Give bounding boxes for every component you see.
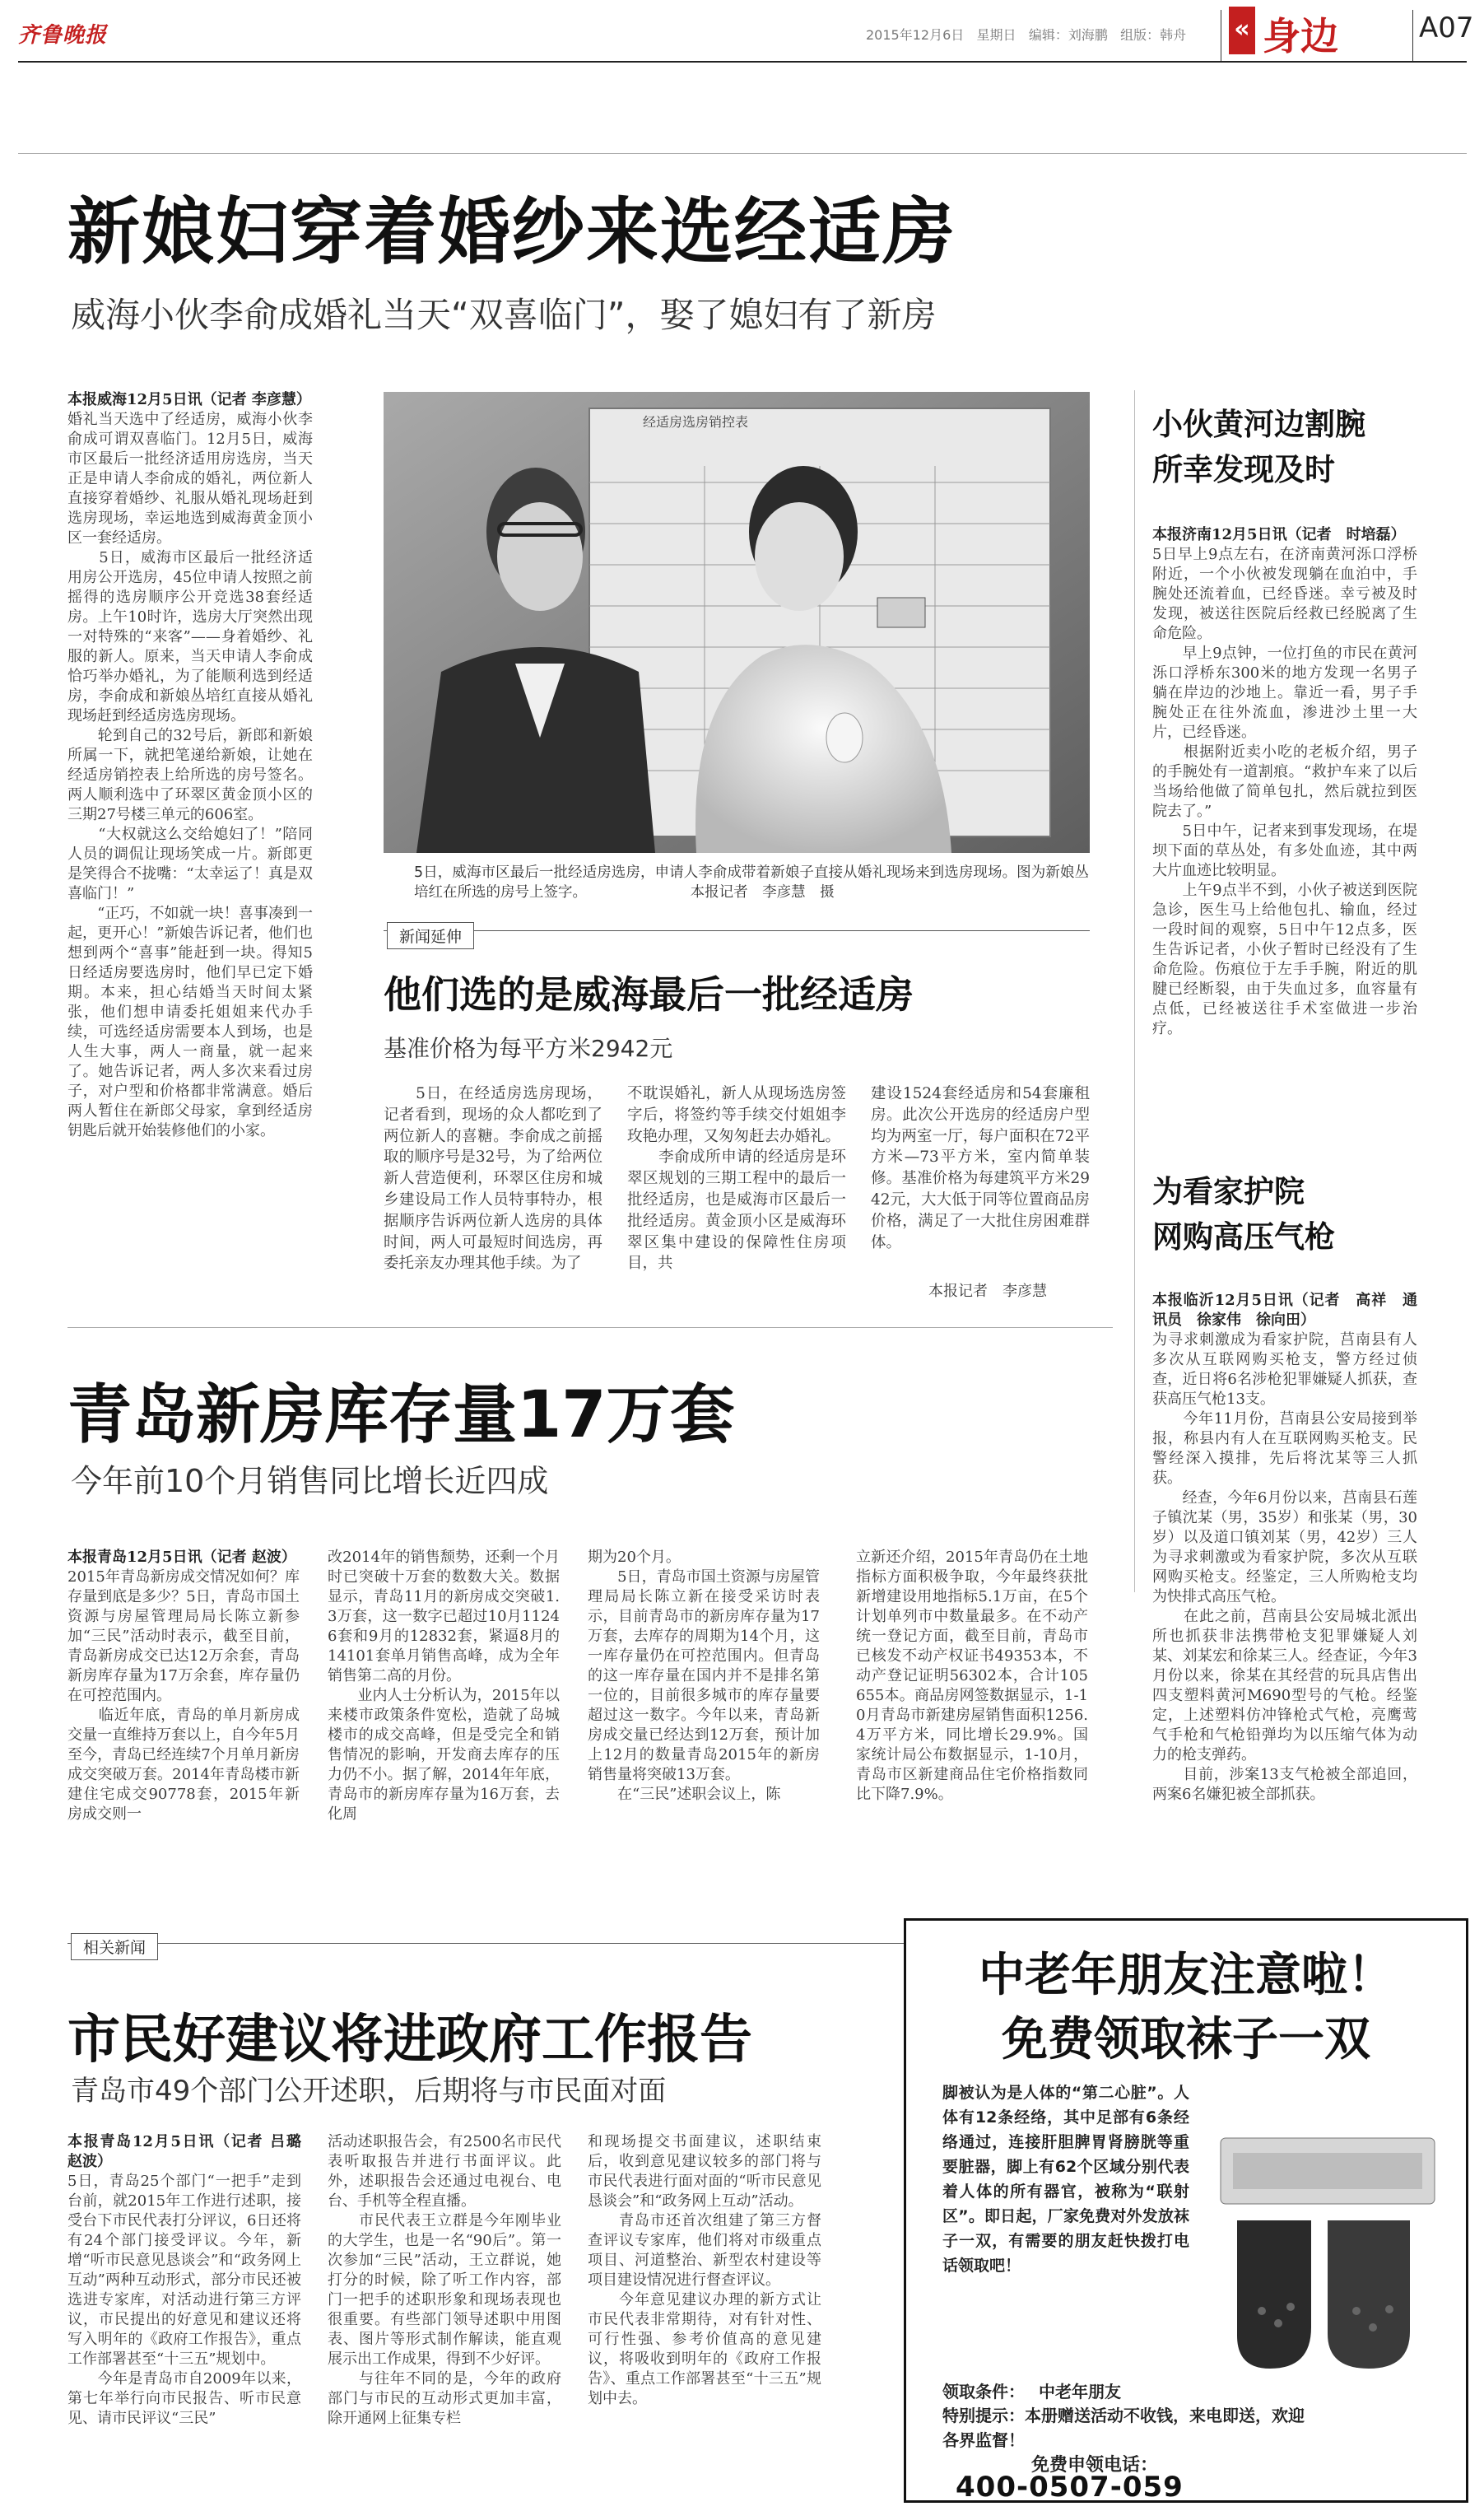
right2-headline (1152, 1169, 1335, 1260)
qingdao-col1 (67, 1548, 300, 1824)
sock-advertisement (904, 1918, 1468, 2503)
related-col2: 活动述职报告会，有2500名市民代表听取报告并进行书面评议。此外，述职报告会还通过电视台、电台、手机等全程直播。 市民代表王立群是今年刚毕业的大学生，也是一名“90后”。第一次参加“三民”活动，王立群说，她打分的时候，除了听工作内容，部门一把手的述职形象和现场表现也很重要。有些部门领导述职中用图表、图片等形式制作解读，能直观展示出工作成果，得到不少好评。 与往年不同的是，今年的政府部门与市民的互动形式更加丰富，除开通网上征集专栏 (328, 2133, 561, 2427)
lead-body: 婚礼当天选中了经适房，威海小伙李俞成可谓双喜临门。12月5日，威海市区最后一批经济适用房选房，当天正是申请人李俞成的婚礼，两位新人直接穿着婚纱、礼服从婚礼现场赶到选房现场，幸运地选到威海黄金顶小区一套经适房。 5日，威海市区最后一批经济适用房公开选房，45位申请人按照之前摇得的选房顺序公开竞选38套经适房。上午10时许，选房大厅突然出现一对特殊的“来客”——身着婚纱、礼服的新人。原来，当天申请人李俞成恰巧举办婚礼，为了能顺利选到经适房，李俞成和新娘丛培红直接从婚礼现场赶到经适房选房现场。 轮到自己的32号后，新郎和新娘所属一下，就把笔递给新娘，让她在经适房销控表上给所选的房号签名。两人顺利选中了环翠区黄金顶小区的三期27号楼三单元的606室。 “大权就这么交给媳妇了！”陪同人员的调侃让现场笑成一片。新郎更是笑得合不拢嘴：“太幸运了！真是双喜临门！” “正巧，不如就一块！喜事凑到一起，更开心！”新娘告诉记者，他们也想到两个“喜事”能赶到一块。得知5日经适房要选房时，他们早已定下婚期。本来，担心结婚当天时间太紧张，他们想申请委托姐姐来代办手续，可选经适房需要本人到场，也是人生大事，两人一商量，就一起来了。她告诉记者，两人多次来看过房子，对户型和价格都非常满意。婚后两人暂住在新郎父母家，拿到经适房钥匙后就开始装修他们的小家。 (67, 411, 313, 1139)
right1-article (1152, 525, 1417, 1039)
qingdao-col3: 期为20个月。 5日，青岛市国土资源与房屋管理局局长陈立新在接受采访时表示，目前青岛市的新房库存量为17万套，去库存的周期为14个月，这一库存量仍在可控范围内。但青岛的这一库存量在国内并不是排名第一位的，目前很多城市的库存量要超过这一数字。今年以来，青岛新房成交量已经达到12万套，预计加上12月的数量青岛2015年的新房销售量将突破13万套。 在“三民”述职会议上，陈 (588, 1549, 820, 1803)
sidebar1-subhead: 基准价格为每平方米2942元 (384, 1035, 673, 1062)
ad-notice-label: 特别提示： (942, 2406, 1025, 2425)
lead-photo (384, 392, 1090, 853)
qingdao-headline: 青岛新房库存量17万套 (67, 1378, 735, 1452)
ad-body: 脚被认为是人体的“第二心脏”。人体有12条经络，其中足部有6条经络通过，连接肝胆脾胃肾膀胱等重要脏器，脚上有62个区域分别代表着人体的所有器官，被称为“联射区”。即日起，厂家免费对外发放袜子一双，有需要的朋友赶快拨打电话领取吧！ (942, 2084, 1189, 2275)
editor-credit: 编辑：刘海鹏 (1028, 27, 1108, 43)
right2-headline-line1: 为看家护院 (1152, 1174, 1305, 1209)
ad-phone-label: 免费申领电话： (1031, 2455, 1159, 2476)
right1-byline: 本报济南12月5日讯（记者 时培磊） (1152, 526, 1406, 543)
ad-condition (942, 2378, 1121, 2402)
right2-headline-line2: 网购高压气枪 (1152, 1219, 1335, 1255)
section-marker-icon: « (1229, 7, 1255, 54)
newspaper-logo: 齐鲁晚报 (18, 23, 108, 48)
sidebar1-col3: 建设1524套经适房和54套廉租房。此次公开选房的经适房户型均为两室一厅，每户面积在72平方米—73平方米，室内简单装修。基准价格为每建筑平方米2942元，大大低于同等位置商品房价格，满足了一大批住房困难群体。 (871, 1085, 1090, 1251)
qingdao-byline: 本报青岛12月5日讯（记者 赵波） (67, 1549, 296, 1566)
header-info (866, 25, 1186, 44)
right1-body: 5日早上9点左右，在济南黄河泺口浮桥附近，一个小伙被发现躺在血泊中，手腕处还流着血，已经昏迷。幸亏被及时发现，被送往医院后经救已经脱离了生命危险。 早上9点钟，一位打鱼的市民在黄河泺口浮桥东300米的地方发现一名男子躺在岸边的沙地上。靠近一看，男子手腕处正在往外流血，渗进沙土里一大片，已经昏迷。 根据附近卖小吃的老板介绍，男子的手腕处有一道割痕。“救护车来了以后当场给他做了简单包扎，然后就拉到医院去了。” 5日中午，记者来到事发现场，在堤坝下面的草丛处，有多处血迹，其中两大片血迹比较明显。 上午9点半不到，小伙子被送到医院急诊，医生马上给他包扎、输血，经过一段时间的观察，5日中午12点多，医生告诉记者，小伙子暂时已经没有了生命危险。伤痕位于左手手腕，附近的肌腱已经断裂，由于失血过多，血容量有点低，已经被送往手术室做进一步治疗。 (1152, 546, 1417, 1037)
wedding-photo-illustration (384, 392, 1090, 853)
sidebar1-headline: 他们选的是威海最后一批经适房 (384, 972, 914, 1017)
sidebar1-col2: 不耽误婚礼，新人从现场选房签字后，将签约等手续交付姐姐李玫艳办理，又匆匆赶去办婚礼。 李俞成所申请的经适房是环翠区规划的三期工程中的最后一批经适房，也是威海市区最后一批经适房。黄金顶小区是威海环翠区集中建设的保障性住房项目，共 (627, 1085, 846, 1273)
photo-caption-text: 5日，威海市区最后一批经适房选房，申请人李俞成带着新娘子直接从婚礼现场来到选房现场。图为新娘丛培红在所选的房号上签字。 (414, 864, 1089, 901)
related-news-tag: 相关新闻 (71, 1933, 158, 1960)
section-name: 身边 (1263, 14, 1338, 58)
lead-subhead: 威海小伙李俞成婚礼当天“双喜临门”，娶了媳妇有了新房 (71, 295, 937, 335)
ad-condition-label: 领取条件： (942, 2382, 1025, 2402)
related-col3: 和现场提交书面建议，述职结束后，收到意见建议较多的部门将与市民代表进行面对面的“听市民意见恳谈会”和“政务网上互动”活动。 青岛市还首次组建了第三方督查评议专家库，他们将对市级重点项目、河道整治、新型农村建设等项目建设情况进行督查评议。 今年意见建议办理的新方式让市民代表非常期待，对有针对性、可行性强、参考价值高的意见建议，将吸收到明年的《政府工作报告》、重点工作部署甚至“十三五”规划中去。 (588, 2133, 821, 2407)
lead-byline: 本报威海12月5日讯（记者 李彦慧） (67, 391, 311, 408)
photo-caption (414, 863, 1089, 902)
qingdao-col1-text: 2015年青岛新房成交情况如何？库存量到底是多少？5日，青岛市国土资源与房屋管理局局长陈立新参加“三民”活动时表示，截至目前，青岛新房成交已达12万余套，青岛新房库存量为17万余套，库存量仍在可控范围内。 临近年底，青岛的单月新房成交量一直维持万套以上，自今年5月至今，青岛已经连续7个月单月新房成交突破万套。2014年青岛楼市新建住宅成交90778套，2015年新房成交则一 (67, 1568, 300, 1823)
layout-credit: 组版：韩舟 (1120, 27, 1187, 43)
right2-body: 为寻求刺激成为看家护院，莒南县有人多次从互联网购买枪支，警方经过侦查，近日将6名涉枪犯罪嫌疑人抓获，查获高压气枪13支。 今年11月份，莒南县公安局接到举报，称县内有人在互联网购买枪支。民警经深入摸排，先后将沈某等三人抓获。 经查，今年6月份以来，莒南县石莲子镇沈某（男，35岁）和张某（男，30岁）以及道口镇刘某（男，42岁）三人为寻求刺激或为看家护院，多次从互联网购买枪支。经鉴定，三人所购枪支均为快排式高压气枪。 在此之前，莒南县公安局城北派出所也抓获非法携带枪支犯罪嫌疑人刘某、刘某宏和徐某三人。经查证，今年3月份以来，徐某在其经营的玩具店售出四支塑料黄河M690型号的气枪。经鉴定，上述塑料仿冲锋枪式气枪，亮鹰莺气手枪和气枪铅弹均为以压缩气体为动力的枪支弹药。 目前，涉案13支气枪被全部追回，两案6名嫌犯被全部抓获。 (1152, 1331, 1417, 1803)
related-byline: 本报青岛12月5日讯（记者 吕璐 赵波） (67, 2133, 316, 2170)
photo-board-title: 经适房选房销控表 (643, 414, 749, 430)
ad-headline-line2: 免费领取袜子一双 (1002, 2013, 1370, 2066)
qingdao-subhead: 今年前10个月销售同比增长近四成 (71, 1463, 549, 1499)
qingdao-col2: 改2014年的销售颓势，还剩一个月时已突破十万套的数数大关。数据显示，青岛11月的新房成交突破1.3万套，这一数字已超过10月11246套和9月的12832套，紧逼8月的14101套单月销售高峰，成为全年销售第二高的月份。 业内人士分析认为，2015年以来楼市政策条件宽松，造就了岛城楼市的成交高峰，但是受完全和销售情况的影响，开发商去库存的压力仍不小。据了解，2014年年底，青岛市的新房库存量为16万套，去化周 (328, 1549, 560, 1823)
ad-condition-value: 中老年朋友 (1038, 2382, 1121, 2402)
related-headline: 市民好建议将进政府工作报告 (67, 2010, 752, 2071)
qingdao-col4: 立新还介绍，2015年青岛仍在土地指标方面积极争取，今年最终获批新增建设用地指标5.1万亩，在5个计划单列市中数量最多。在不动产统一登记方面，截至目前，青岛市已核发不动产权证书49353本，不动产登记证明56302本，合计105655本。商品房网签数据显示，1-10月青岛市新建房屋销售面积1256.4万平方米，同比增长29.9%。国家统计局公布数据显示，1-10月，青岛市区新建商品住宅价格指数同比下降7.9%。 (856, 1549, 1088, 1803)
sidebar1-credit: 本报记者 李彦慧 (928, 1283, 1047, 1300)
ad-headline-line1: 中老年朋友注意啦！ (979, 1949, 1393, 2002)
ad-phone-number[interactable]: 400-0507-059 (956, 2471, 1184, 2504)
sock-product-image (1212, 2122, 1443, 2377)
right2-article (1152, 1291, 1417, 1805)
page-number: A07 (1419, 12, 1474, 44)
issue-date: 2015年12月6日 (866, 27, 965, 43)
right1-headline-line1: 小伙黄河边割腕 (1152, 407, 1365, 442)
ad-notice-value: 本册赠送活动不收钱，来电即送，欢迎各界监督！ (942, 2406, 1305, 2450)
lead-headline: 新娘妇穿着婚纱来选经适房 (67, 189, 957, 274)
related-col1-text: 5日，青岛25个部门“一把手”走到台前，就2015年工作进行述职，接受台下市民代表打分评议，6日还将有24个部门接受评议。今年，新增“听市民意见恳谈会”和“政务网上互动”两种互动形式，部分市民还被选进专家库，对活动进行第三方评议，市民提出的好意见和建议还将写入明年的《政府工作报告》，重点工作部署甚至“十三五”规划中。 今年是青岛市自2009年以来，第七年举行向市民报告、听市民意见、请市民评议“三民” (67, 2173, 301, 2427)
photo-credit: 本报记者 李彦慧 摄 (690, 884, 835, 901)
right1-headline (1152, 402, 1365, 492)
lead-article-column (67, 390, 313, 1141)
related-subhead: 青岛市49个部门公开述职，后期将与市民面对面 (71, 2075, 667, 2108)
right2-byline: 本报临沂12月5日讯（记者 高祥 通讯员 徐家伟 徐向田） (1152, 1292, 1417, 1329)
right1-headline-line2: 所幸发现及时 (1152, 452, 1335, 487)
issue-weekday: 星期日 (976, 27, 1016, 43)
sidebar1-col1: 5日，在经适房选房现场，记者看到，现场的众人都吃到了两位新人的喜糖。李俞成之前摇取的顺序号是32号，为了给两位新人营造便利，环翠区住房和城乡建设局工作人员特事特办，根据顺序告诉两位新人选房的具体时间，两人可最短时间选房，再委托亲友办理其他手续。为了 (384, 1085, 602, 1273)
related-col1 (67, 2132, 316, 2429)
ad-notice (942, 2403, 1305, 2453)
news-extension-tag: 新闻延伸 (387, 922, 474, 949)
